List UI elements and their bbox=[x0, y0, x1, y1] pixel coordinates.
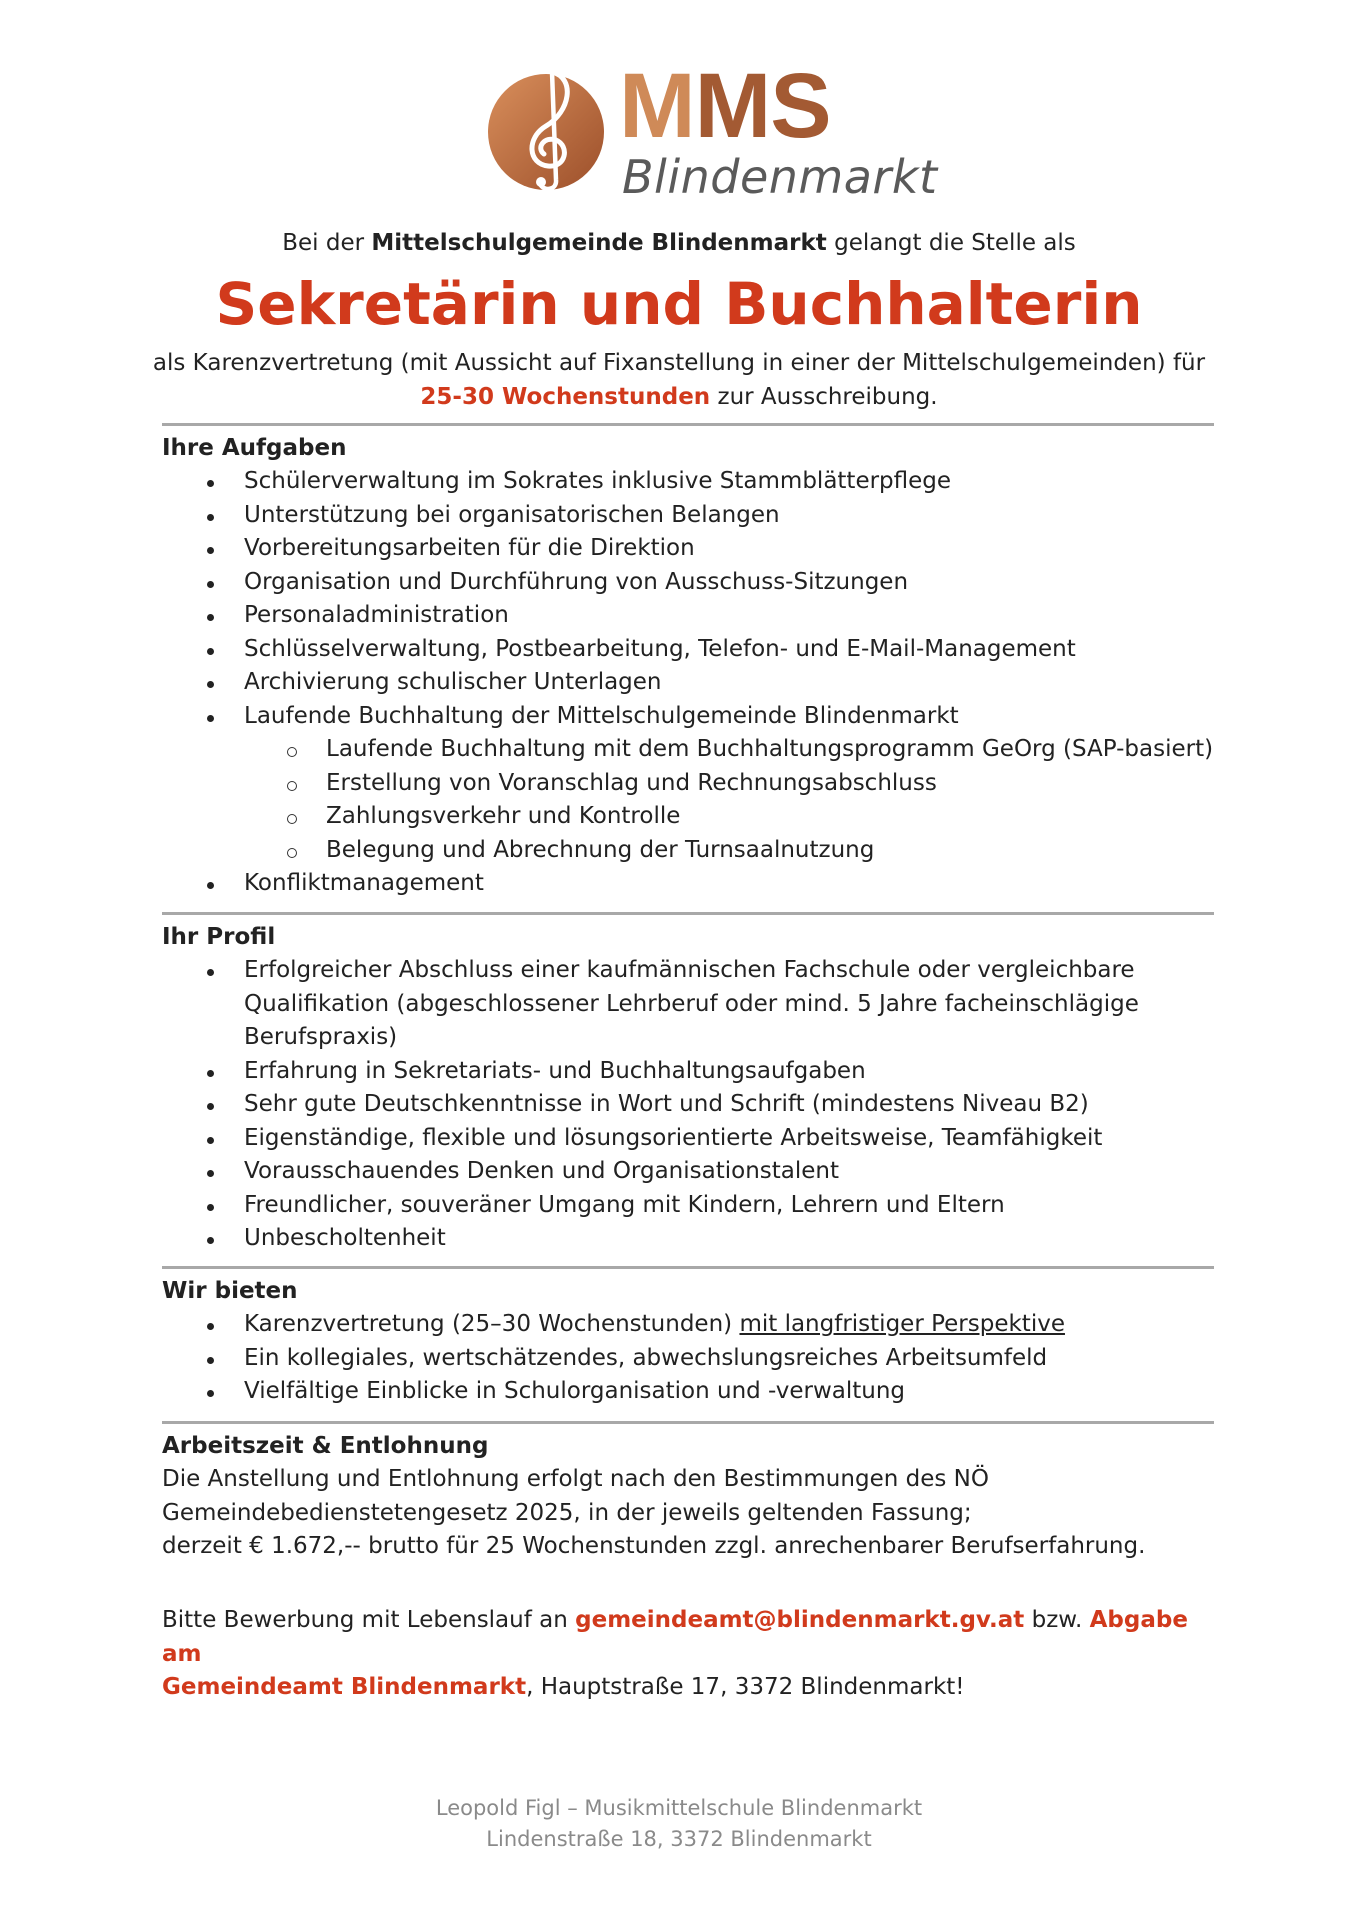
section-heading: Arbeitszeit & Entlohnung bbox=[162, 1433, 489, 1459]
list-item: Schlüsselverwaltung, Postbearbeitung, Telefon- und E-Mail-Management bbox=[162, 633, 1222, 667]
profil-list bbox=[162, 954, 1222, 1256]
salary-text: Die Anstellung und Entlohnung erfolgt nach den Bestimmungen des NÖ Gemeindebedienstetengesetz 2025, in der jeweils geltenden Fassung; derzeit € 1.672,-- brutto für 25 Wochenstunden zzgl. anrechenbarer Berufserfahrung. bbox=[162, 1466, 1146, 1559]
list-item: Freundlicher, souveräner Umgang mit Kindern, Lehrern und Eltern bbox=[162, 1189, 1222, 1223]
list-item: Organisation und Durchführung von Ausschuss-Sitzungen bbox=[162, 566, 1222, 600]
list-item: Sehr gute Deutschkenntnisse in Wort und Schrift (mindestens Niveau B2) bbox=[162, 1088, 1222, 1122]
list-item: Ein kollegiales, wertschätzendes, abwechslungsreiches Arbeitsumfeld bbox=[162, 1342, 1222, 1376]
section-profil bbox=[162, 921, 1222, 1256]
list-item: Unterstützung bei organisatorischen Belangen bbox=[162, 499, 1222, 533]
divider bbox=[162, 1266, 1214, 1269]
email-link[interactable]: gemeindeamt@blindenmarkt.gv.at bbox=[575, 1607, 1025, 1633]
section-arbeitszeit bbox=[162, 1430, 1222, 1564]
job-title: Sekretärin und Buchhalterin bbox=[215, 270, 1143, 338]
divider bbox=[162, 423, 1214, 426]
section-bieten bbox=[162, 1275, 1222, 1409]
footer bbox=[0, 1793, 1358, 1855]
section-heading: Ihre Aufgaben bbox=[162, 435, 347, 461]
list-item: Schülerverwaltung im Sokrates inklusive Stammblätterpflege bbox=[162, 465, 1222, 499]
logo-subtitle: Blindenmarkt bbox=[622, 150, 938, 204]
list-item: Personaladministration bbox=[162, 599, 1222, 633]
sub-list-item: Zahlungsverkehr und Kontrolle bbox=[162, 800, 1222, 834]
sub-list-item: Belegung und Abrechnung der Turnsaalnutzung bbox=[162, 834, 1222, 868]
section-heading: Wir bieten bbox=[162, 1278, 298, 1304]
sub-list-item: Erstellung von Voranschlag und Rechnungsabschluss bbox=[162, 767, 1222, 801]
list-item: Unbescholtenheit bbox=[162, 1222, 1222, 1256]
mms-logo bbox=[486, 55, 938, 214]
divider bbox=[162, 1421, 1214, 1424]
aufgaben-list bbox=[162, 465, 1222, 901]
list-item: Konfliktmanagement bbox=[162, 867, 1222, 901]
intro-description: als Karenzvertretung (mit Aussicht auf Fixanstellung in einer der Mittelschulgemeinden) für 25-30 Wochenstunden zur Ausschreibung. bbox=[152, 350, 1206, 410]
section-heading: Ihr Profil bbox=[162, 924, 276, 950]
logo-wordmark: MMS bbox=[619, 55, 831, 157]
list-item: Vielfältige Einblicke in Schulorganisation und -verwaltung bbox=[162, 1375, 1222, 1409]
list-item: Laufende Buchhaltung der Mittelschulgemeinde Blindenmarkt bbox=[162, 700, 1222, 734]
list-item: Erfolgreicher Abschluss einer kaufmännischen Fachschule oder vergleichbare Qualifikation (abgeschlossener Lehrberuf oder mind. 5 Jahre facheinschlägige Berufspraxis) bbox=[162, 954, 1222, 1055]
footer-line: Leopold Figl – Musikmittelschule Blindenmarkt bbox=[435, 1796, 923, 1820]
divider bbox=[162, 912, 1214, 915]
sub-list-item: Laufende Buchhaltung mit dem Buchhaltungsprogramm GeOrg (SAP-basiert) bbox=[162, 733, 1222, 767]
list-item: Vorbereitungsarbeiten für die Direktion bbox=[162, 532, 1222, 566]
list-item: Eigenständige, flexible und lösungsorientierte Arbeitsweise, Teamfähigkeit bbox=[162, 1122, 1222, 1156]
intro-line: Bei der Mittelschulgemeinde Blindenmarkt gelangt die Stelle als bbox=[282, 230, 1076, 256]
footer-line: Lindenstraße 18, 3372 Blindenmarkt bbox=[486, 1827, 872, 1851]
section-aufgaben bbox=[162, 432, 1222, 901]
application-text: Bitte Bewerbung mit Lebenslauf an gemeindeamt@blindenmarkt.gv.at bzw. Abgabe am Gemeindeamt Blindenmarkt, Hauptstraße 17, 3372 Blindenmarkt! bbox=[162, 1607, 1188, 1700]
bieten-list bbox=[162, 1308, 1222, 1409]
list-item: Vorausschauendes Denken und Organisationstalent bbox=[162, 1155, 1222, 1189]
list-item: Archivierung schulischer Unterlagen bbox=[162, 666, 1222, 700]
treble-clef-icon bbox=[486, 68, 610, 192]
list-item: Erfahrung in Sekretariats- und Buchhaltungsaufgaben bbox=[162, 1055, 1222, 1089]
list-item: Karenzvertretung (25–30 Wochenstunden) mit langfristiger Perspektive bbox=[162, 1308, 1222, 1342]
section-bewerbung bbox=[162, 1604, 1222, 1705]
